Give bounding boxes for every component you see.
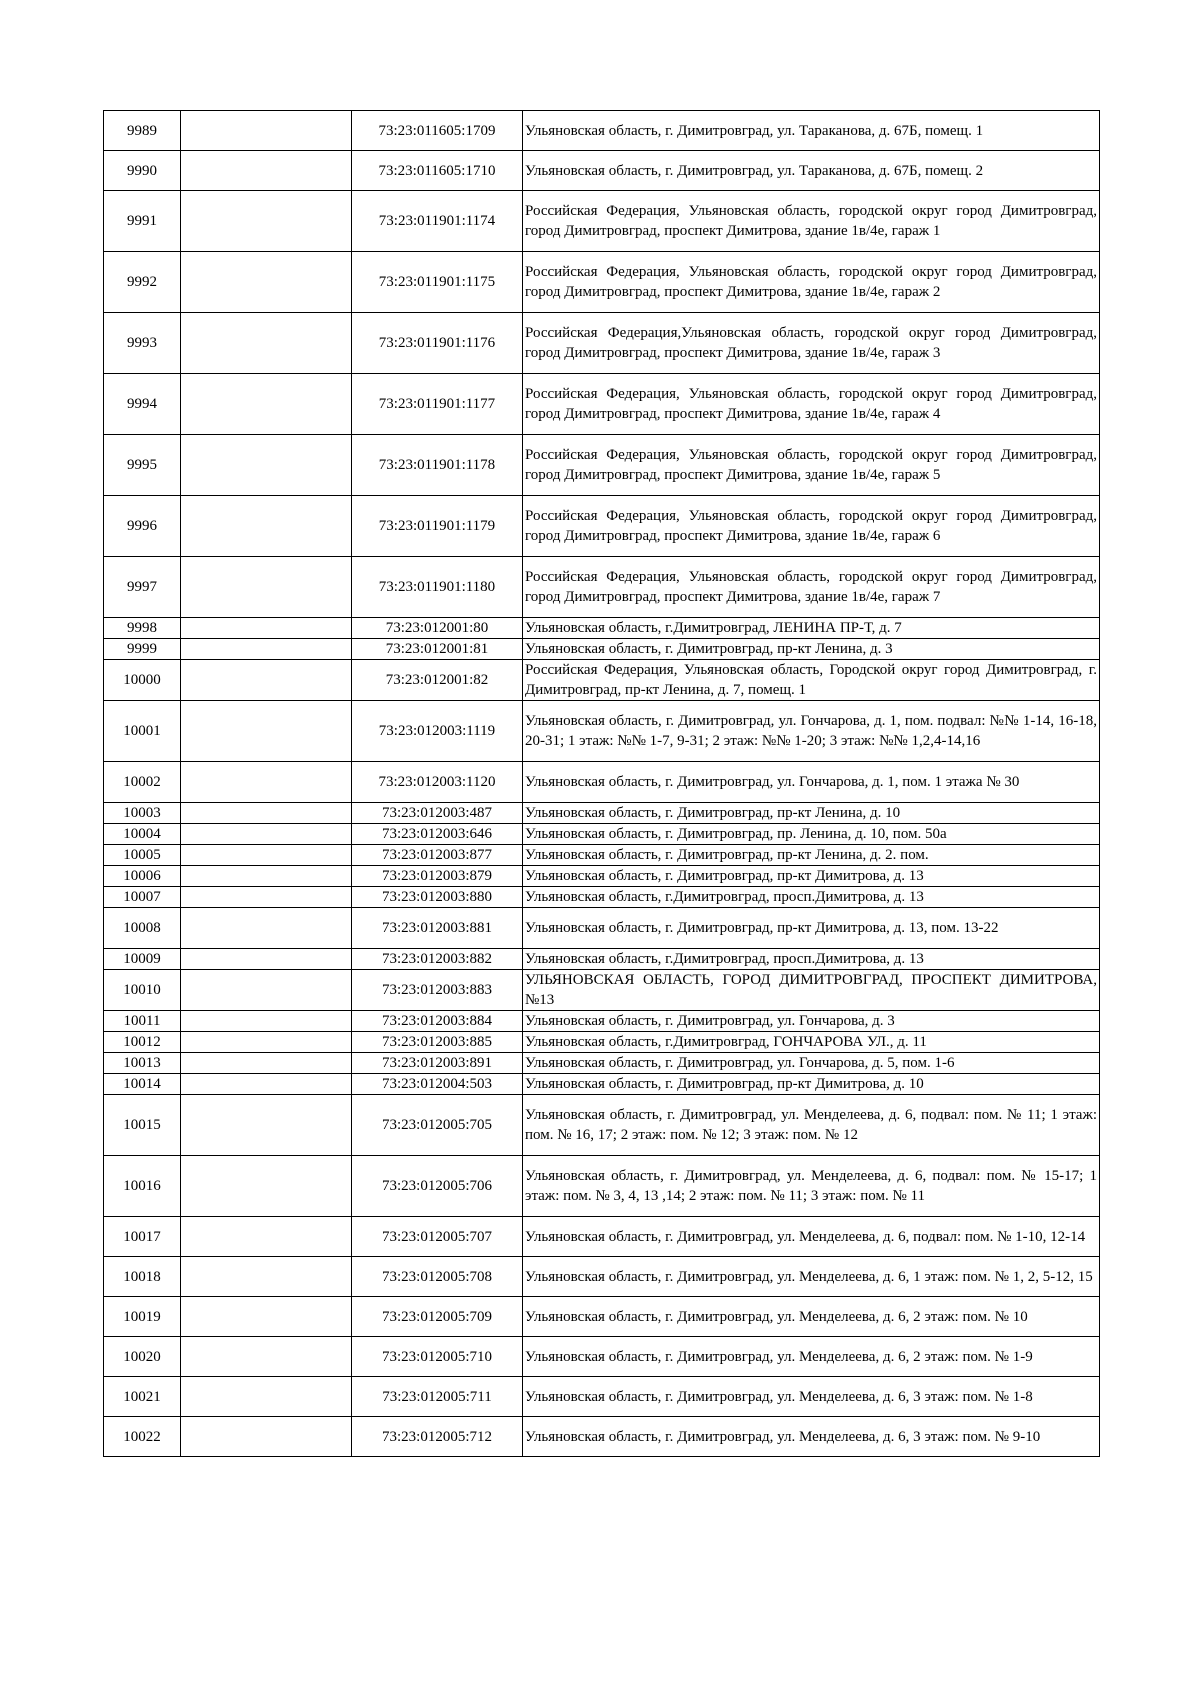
table-row: [104, 618, 1100, 639]
row-number-cell: 10007: [104, 887, 181, 908]
address-cell: Ульяновская область, г.Димитровград, ЛЕНИНА ПР-Т, д. 7: [523, 618, 1100, 639]
address-cell: Российская Федерация, Ульяновская область, городской округ город Димитровград, город Димитровград, проспект Димитрова, здание 1в/4е, гараж 5: [523, 435, 1100, 496]
empty-cell: [181, 496, 352, 557]
cadastral-number-cell: 73:23:012003:880: [352, 887, 523, 908]
table-row: [104, 191, 1100, 252]
cadastral-number-cell: 73:23:011901:1177: [352, 374, 523, 435]
cadastral-number-cell: 73:23:012003:885: [352, 1032, 523, 1053]
cadastral-number-cell: 73:23:012005:712: [352, 1417, 523, 1457]
registry-table-body: [104, 111, 1100, 1457]
cadastral-number-cell: 73:23:012001:81: [352, 639, 523, 660]
empty-cell: [181, 970, 352, 1011]
row-number-cell: 9999: [104, 639, 181, 660]
table-row: [104, 762, 1100, 803]
row-number-cell: 9991: [104, 191, 181, 252]
address-cell: Ульяновская область, г. Димитровград, пр-кт Димитрова, д. 13, пом. 13-22: [523, 908, 1100, 949]
empty-cell: [181, 1377, 352, 1417]
address-cell: Ульяновская область, г. Димитровград, ул. Гончарова, д. 1, пом. 1 этажа № 30: [523, 762, 1100, 803]
row-number-cell: 10014: [104, 1074, 181, 1095]
address-cell: Ульяновская область, г. Димитровград, ул. Гончарова, д. 5, пом. 1-6: [523, 1053, 1100, 1074]
table-row: [104, 845, 1100, 866]
cadastral-number-cell: 73:23:012003:877: [352, 845, 523, 866]
row-number-cell: 10001: [104, 701, 181, 762]
row-number-cell: 9993: [104, 313, 181, 374]
table-row: [104, 151, 1100, 191]
property-registry-table: [103, 110, 1100, 1457]
address-cell: Ульяновская область, г. Димитровград, ул. Менделеева, д. 6, 2 этаж: пом. № 1-9: [523, 1337, 1100, 1377]
row-number-cell: 10008: [104, 908, 181, 949]
cadastral-number-cell: 73:23:012003:884: [352, 1011, 523, 1032]
empty-cell: [181, 435, 352, 496]
cadastral-number-cell: 73:23:011605:1709: [352, 111, 523, 151]
address-cell: Ульяновская область, г. Димитровград, ул. Тараканова, д. 67Б, помещ. 1: [523, 111, 1100, 151]
address-cell: Российская Федерация, Ульяновская область, городской округ город Димитровград, город Димитровград, проспект Димитрова, здание 1в/4е, гараж 7: [523, 557, 1100, 618]
empty-cell: [181, 1053, 352, 1074]
row-number-cell: 10013: [104, 1053, 181, 1074]
empty-cell: [181, 824, 352, 845]
empty-cell: [181, 151, 352, 191]
address-cell: Ульяновская область, г. Димитровград, ул. Менделеева, д. 6, 1 этаж: пом. № 1, 2, 5-12, 15: [523, 1257, 1100, 1297]
row-number-cell: 10005: [104, 845, 181, 866]
row-number-cell: 10011: [104, 1011, 181, 1032]
table-row: [104, 701, 1100, 762]
address-cell: Ульяновская область, г. Димитровград, пр-кт Ленина, д. 2. пом.: [523, 845, 1100, 866]
cadastral-number-cell: 73:23:012003:891: [352, 1053, 523, 1074]
table-row: [104, 1337, 1100, 1377]
row-number-cell: 10019: [104, 1297, 181, 1337]
empty-cell: [181, 845, 352, 866]
row-number-cell: 10003: [104, 803, 181, 824]
empty-cell: [181, 1074, 352, 1095]
row-number-cell: 10010: [104, 970, 181, 1011]
empty-cell: [181, 887, 352, 908]
table-row: [104, 374, 1100, 435]
row-number-cell: 9989: [104, 111, 181, 151]
address-cell: Ульяновская область, г. Димитровград, ул. Гончарова, д. 1, пом. подвал: №№ 1-14, 16-18, 20-31; 1 этаж: №№ 1-7, 9-31; 2 этаж: №№ 1-20; 3 этаж: №№ 1,2,4-14,16: [523, 701, 1100, 762]
cadastral-number-cell: 73:23:012003:646: [352, 824, 523, 845]
row-number-cell: 10017: [104, 1217, 181, 1257]
cadastral-number-cell: 73:23:012005:705: [352, 1095, 523, 1156]
cadastral-number-cell: 73:23:012005:709: [352, 1297, 523, 1337]
row-number-cell: 9997: [104, 557, 181, 618]
cadastral-number-cell: 73:23:011605:1710: [352, 151, 523, 191]
address-cell: Ульяновская область, г. Димитровград, ул. Менделеева, д. 6, 2 этаж: пом. № 10: [523, 1297, 1100, 1337]
address-cell: Российская Федерация, Ульяновская область, городской округ город Димитровград, город Димитровград, проспект Димитрова, здание 1в/4е, гараж 6: [523, 496, 1100, 557]
cadastral-number-cell: 73:23:012003:881: [352, 908, 523, 949]
row-number-cell: 9994: [104, 374, 181, 435]
table-row: [104, 908, 1100, 949]
table-row: [104, 1032, 1100, 1053]
row-number-cell: 9990: [104, 151, 181, 191]
address-cell: Ульяновская область, г. Димитровград, ул. Менделеева, д. 6, подвал: пом. № 11; 1 этаж: пом. № 16, 17; 2 этаж: пом. № 12; 3 этаж: пом. № 12: [523, 1095, 1100, 1156]
cadastral-number-cell: 73:23:011901:1175: [352, 252, 523, 313]
cadastral-number-cell: 73:23:012004:503: [352, 1074, 523, 1095]
empty-cell: [181, 313, 352, 374]
table-row: [104, 1417, 1100, 1457]
address-cell: Ульяновская область, г. Димитровград, пр-кт Димитрова, д. 13: [523, 866, 1100, 887]
row-number-cell: 10015: [104, 1095, 181, 1156]
empty-cell: [181, 1257, 352, 1297]
address-cell: Ульяновская область, г.Димитровград, ГОНЧАРОВА УЛ., д. 11: [523, 1032, 1100, 1053]
row-number-cell: 10016: [104, 1156, 181, 1217]
row-number-cell: 9992: [104, 252, 181, 313]
table-row: [104, 639, 1100, 660]
address-cell: Ульяновская область, г. Димитровград, ул. Гончарова, д. 3: [523, 1011, 1100, 1032]
table-row: [104, 1217, 1100, 1257]
table-row: [104, 1297, 1100, 1337]
cadastral-number-cell: 73:23:012003:1119: [352, 701, 523, 762]
table-row: [104, 866, 1100, 887]
address-cell: Ульяновская область, г. Димитровград, пр-кт Ленина, д. 3: [523, 639, 1100, 660]
table-row: [104, 803, 1100, 824]
cadastral-number-cell: 73:23:011901:1178: [352, 435, 523, 496]
row-number-cell: 10009: [104, 949, 181, 970]
row-number-cell: 10004: [104, 824, 181, 845]
row-number-cell: 10006: [104, 866, 181, 887]
empty-cell: [181, 618, 352, 639]
empty-cell: [181, 374, 352, 435]
empty-cell: [181, 762, 352, 803]
empty-cell: [181, 1337, 352, 1377]
table-row: [104, 1377, 1100, 1417]
table-row: [104, 496, 1100, 557]
empty-cell: [181, 908, 352, 949]
row-number-cell: 9995: [104, 435, 181, 496]
cadastral-number-cell: 73:23:011901:1180: [352, 557, 523, 618]
address-cell: Российская Федерация, Ульяновская область, городской округ город Димитровград, город Димитровград, проспект Димитрова, здание 1в/4е, гараж 1: [523, 191, 1100, 252]
address-cell: Ульяновская область, г. Димитровград, ул. Тараканова, д. 67Б, помещ. 2: [523, 151, 1100, 191]
address-cell: Ульяновская область, г. Димитровград, ул. Менделеева, д. 6, 3 этаж: пом. № 9-10: [523, 1417, 1100, 1457]
address-cell: Российская Федерация,Ульяновская область, городской округ город Димитровград, город Димитровград, проспект Димитрова, здание 1в/4е, гараж 3: [523, 313, 1100, 374]
cadastral-number-cell: 73:23:011901:1179: [352, 496, 523, 557]
address-cell: Российская Федерация, Ульяновская область, Городской округ город Димитровград, г. Димитровград, пр-кт Ленина, д. 7, помещ. 1: [523, 660, 1100, 701]
row-number-cell: 10000: [104, 660, 181, 701]
row-number-cell: 10022: [104, 1417, 181, 1457]
empty-cell: [181, 639, 352, 660]
address-cell: Ульяновская область, г. Димитровград, ул. Менделеева, д. 6, подвал: пом. № 15-17; 1 этаж: пом. № 3, 4, 13 ,14; 2 этаж: пом. № 11; 3 этаж: пом. № 11: [523, 1156, 1100, 1217]
cadastral-number-cell: 73:23:012001:80: [352, 618, 523, 639]
table-row: [104, 1156, 1100, 1217]
table-row: [104, 1074, 1100, 1095]
row-number-cell: 10020: [104, 1337, 181, 1377]
empty-cell: [181, 191, 352, 252]
address-cell: Ульяновская область, г. Димитровград, пр. Ленина, д. 10, пом. 50а: [523, 824, 1100, 845]
empty-cell: [181, 111, 352, 151]
empty-cell: [181, 252, 352, 313]
cadastral-number-cell: 73:23:012003:487: [352, 803, 523, 824]
table-row: [104, 435, 1100, 496]
cadastral-number-cell: 73:23:012003:883: [352, 970, 523, 1011]
row-number-cell: 9998: [104, 618, 181, 639]
empty-cell: [181, 1417, 352, 1457]
table-row: [104, 1257, 1100, 1297]
document-page: [103, 110, 1100, 1457]
empty-cell: [181, 1032, 352, 1053]
empty-cell: [181, 1095, 352, 1156]
row-number-cell: 10018: [104, 1257, 181, 1297]
cadastral-number-cell: 73:23:012005:707: [352, 1217, 523, 1257]
table-row: [104, 1095, 1100, 1156]
row-number-cell: 10002: [104, 762, 181, 803]
table-row: [104, 1053, 1100, 1074]
address-cell: Ульяновская область, г. Димитровград, пр-кт Димитрова, д. 10: [523, 1074, 1100, 1095]
address-cell: Ульяновская область, г. Димитровград, ул. Менделеева, д. 6, 3 этаж: пом. № 1-8: [523, 1377, 1100, 1417]
row-number-cell: 9996: [104, 496, 181, 557]
table-row: [104, 824, 1100, 845]
table-row: [104, 1011, 1100, 1032]
empty-cell: [181, 1297, 352, 1337]
cadastral-number-cell: 73:23:012003:1120: [352, 762, 523, 803]
table-row: [104, 970, 1100, 1011]
empty-cell: [181, 557, 352, 618]
empty-cell: [181, 803, 352, 824]
empty-cell: [181, 1011, 352, 1032]
cadastral-number-cell: 73:23:011901:1174: [352, 191, 523, 252]
cadastral-number-cell: 73:23:011901:1176: [352, 313, 523, 374]
table-row: [104, 252, 1100, 313]
empty-cell: [181, 1156, 352, 1217]
row-number-cell: 10021: [104, 1377, 181, 1417]
row-number-cell: 10012: [104, 1032, 181, 1053]
address-cell: Ульяновская область, г.Димитровград, просп.Димитрова, д. 13: [523, 887, 1100, 908]
cadastral-number-cell: 73:23:012003:879: [352, 866, 523, 887]
cadastral-number-cell: 73:23:012005:710: [352, 1337, 523, 1377]
address-cell: Ульяновская область, г. Димитровград, пр-кт Ленина, д. 10: [523, 803, 1100, 824]
empty-cell: [181, 1217, 352, 1257]
address-cell: Ульяновская область, г.Димитровград, просп.Димитрова, д. 13: [523, 949, 1100, 970]
empty-cell: [181, 660, 352, 701]
table-row: [104, 557, 1100, 618]
address-cell: УЛЬЯНОВСКАЯ ОБЛАСТЬ, ГОРОД ДИМИТРОВГРАД, ПРОСПЕКТ ДИМИТРОВА, №13: [523, 970, 1100, 1011]
empty-cell: [181, 866, 352, 887]
address-cell: Российская Федерация, Ульяновская область, городской округ город Димитровград, город Димитровград, проспект Димитрова, здание 1в/4е, гараж 2: [523, 252, 1100, 313]
address-cell: Ульяновская область, г. Димитровград, ул. Менделеева, д. 6, подвал: пом. № 1-10, 12-14: [523, 1217, 1100, 1257]
cadastral-number-cell: 73:23:012005:708: [352, 1257, 523, 1297]
cadastral-number-cell: 73:23:012001:82: [352, 660, 523, 701]
table-row: [104, 111, 1100, 151]
table-row: [104, 313, 1100, 374]
cadastral-number-cell: 73:23:012005:706: [352, 1156, 523, 1217]
empty-cell: [181, 949, 352, 970]
address-cell: Российская Федерация, Ульяновская область, городской округ город Димитровград, город Димитровград, проспект Димитрова, здание 1в/4е, гараж 4: [523, 374, 1100, 435]
table-row: [104, 660, 1100, 701]
cadastral-number-cell: 73:23:012003:882: [352, 949, 523, 970]
table-row: [104, 949, 1100, 970]
cadastral-number-cell: 73:23:012005:711: [352, 1377, 523, 1417]
empty-cell: [181, 701, 352, 762]
table-row: [104, 887, 1100, 908]
